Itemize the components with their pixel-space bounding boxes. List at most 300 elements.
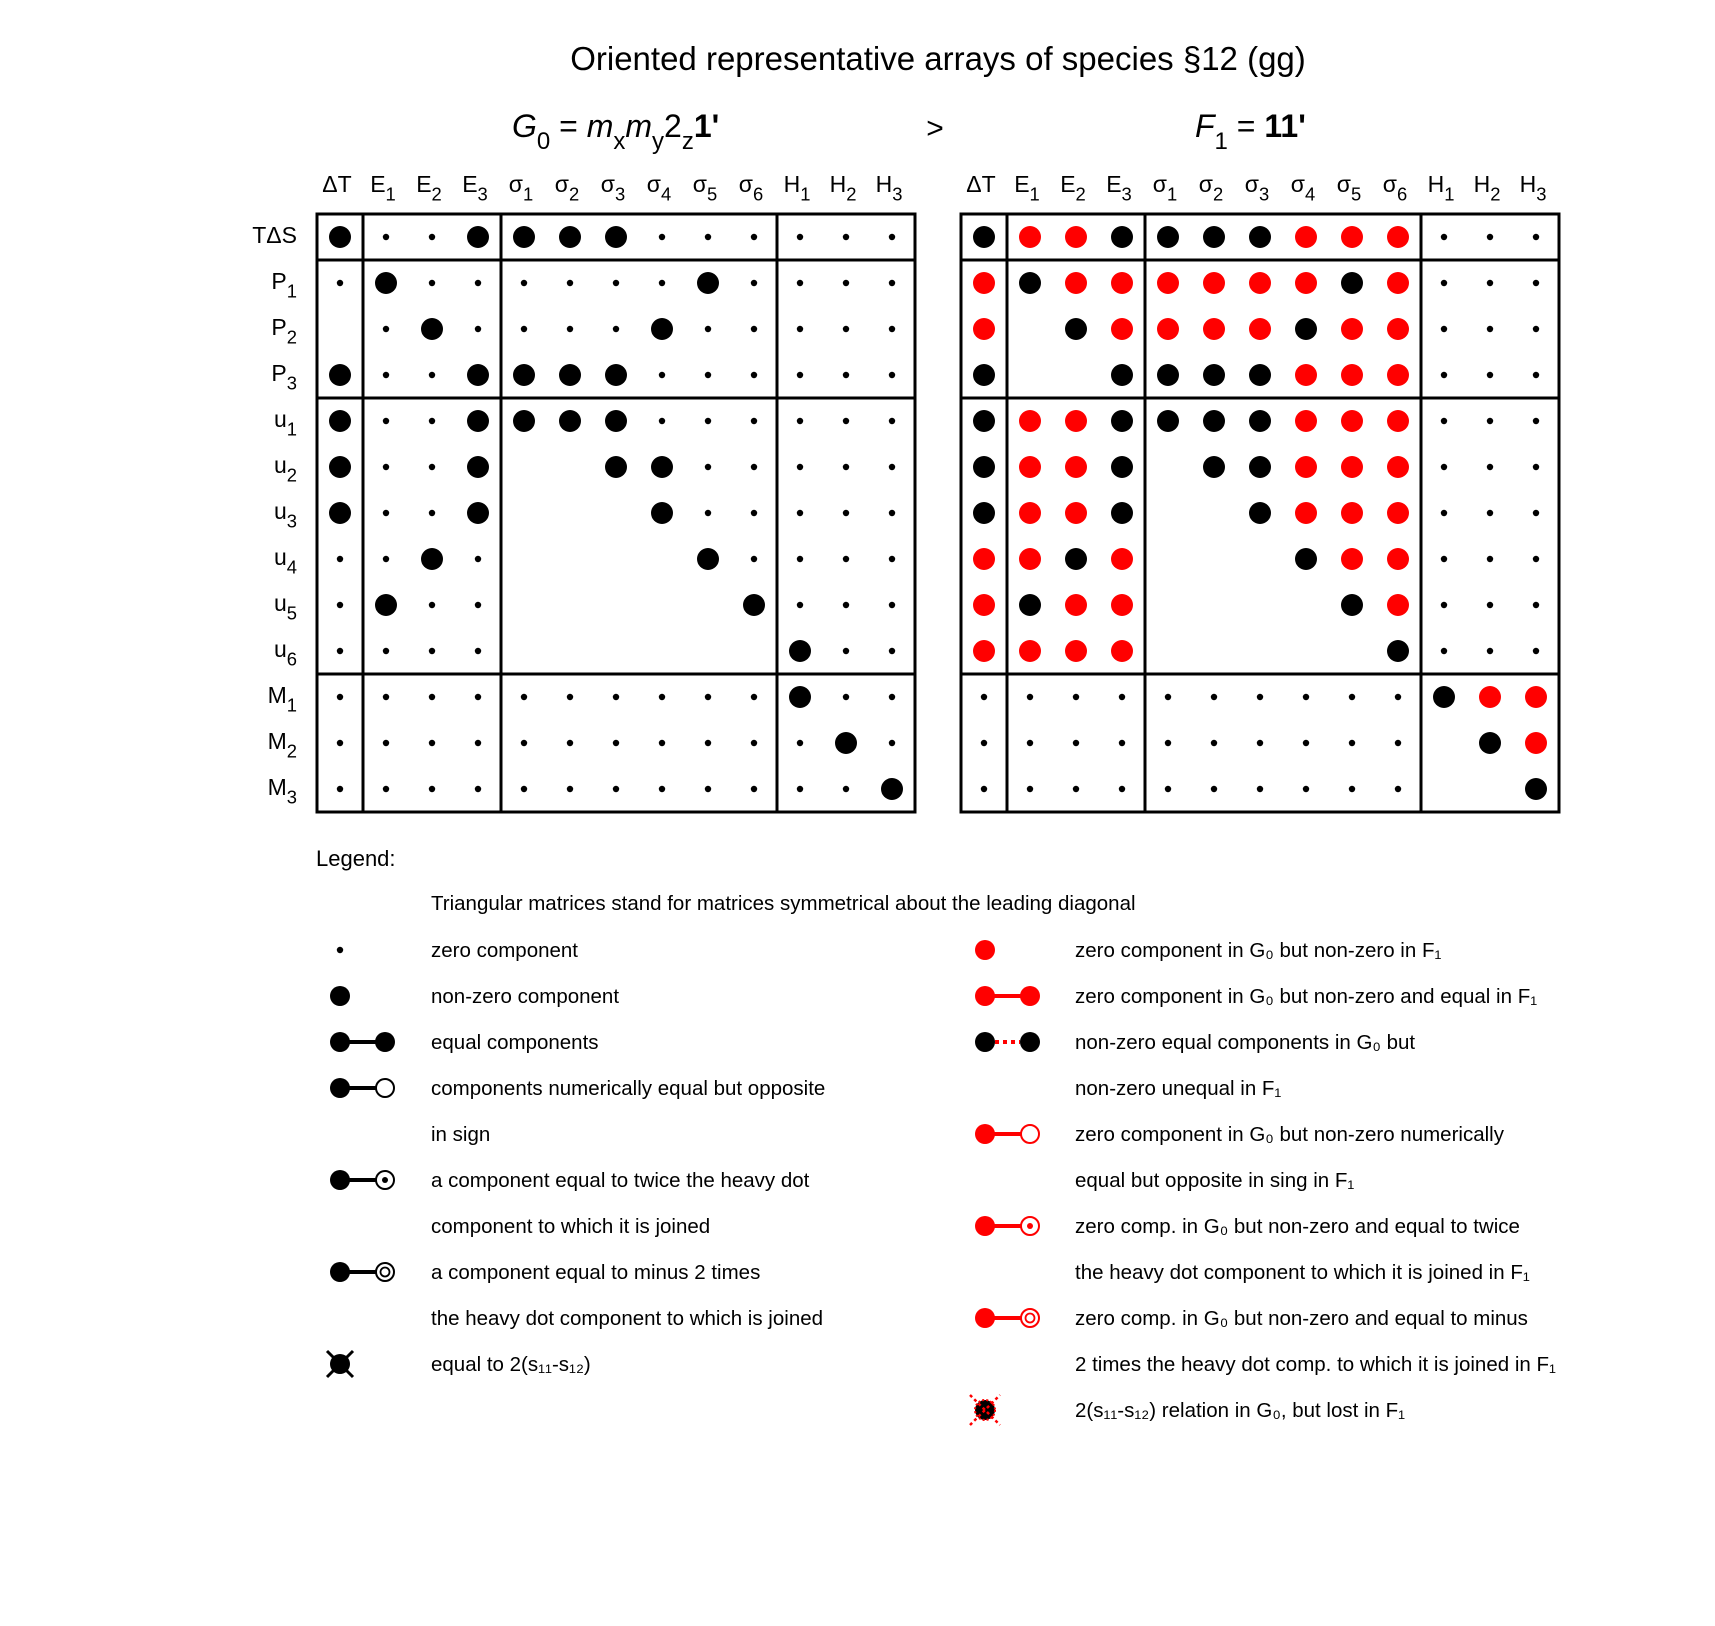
legend-left-text: components numerically equal but opposite [431,1077,826,1100]
g0-zero-dot [797,372,803,378]
g0-zero-dot [659,786,665,792]
f1-zero-dot [1349,694,1355,700]
g0-zero-dot [843,648,849,654]
f1-col-label: $E_2$ [1060,171,1086,205]
g0-zero-dot [383,694,389,700]
g0-zero-dot [797,786,803,792]
legend-right-text: non-zero unequal in F₁ [1075,1077,1282,1100]
f1-zero-dot [1303,740,1309,746]
g0-nonzero-dot [329,364,351,386]
f1-col-label: $\sigma_1$ [1152,171,1178,205]
f1-red-dot [1387,502,1409,524]
g0-zero-dot [751,510,757,516]
f1-zero-dot [1395,740,1401,746]
g0-nonzero-dot [789,640,811,662]
legend-right-text: zero comp. in G₀ but non-zero and equal to twice [1075,1215,1520,1238]
g0-zero-dot [337,786,343,792]
minus-two-times-icon [330,1262,394,1282]
f1-col-label: $\sigma_5$ [1336,171,1362,205]
f1-red-dot [973,640,995,662]
g0-nonzero-dot [559,364,581,386]
g0-zero-dot [705,786,711,792]
crossed-dot-icon [327,1351,353,1377]
g0-zero-dot [337,648,343,654]
g0-nonzero-dot [651,318,673,340]
legend-left-text: equal components [431,1031,599,1054]
f1-nonzero-dot [1203,364,1225,386]
g0-nonzero-dot [881,778,903,800]
g0-zero-dot [429,648,435,654]
f1-col-label: $E_3$ [1106,171,1132,205]
g0-nonzero-dot [421,548,443,570]
g0-zero-dot [797,280,803,286]
f1-zero-dot [1533,326,1539,332]
f1-nonzero-dot [1111,502,1133,524]
f1-nonzero-dot [1249,456,1271,478]
f1-zero-dot [1119,740,1125,746]
f1-zero-dot [1027,786,1033,792]
g0-zero-dot [751,740,757,746]
g0-nonzero-dot [789,686,811,708]
row-label: $M_1$ [267,682,297,716]
g0-zero-dot [751,418,757,424]
f1-zero-dot [1533,602,1539,608]
g0-nonzero-dot [329,410,351,432]
g0-col-label: $\sigma_3$ [600,171,626,205]
g0-zero-dot [337,740,343,746]
f1-nonzero-dot [1065,318,1087,340]
f1-zero-dot [1257,740,1263,746]
f1-zero-dot [1487,556,1493,562]
f1-red-dot [1019,456,1041,478]
f1-zero-dot [1533,234,1539,240]
g0-zero-dot [751,280,757,286]
f1-col-label: $H_3$ [1519,171,1547,205]
g0-zero-dot [889,694,895,700]
f1-zero-dot [1119,694,1125,700]
f1-col-label: $\sigma_3$ [1244,171,1270,205]
f1-zero-dot [1533,280,1539,286]
f1-red-dot [1479,686,1501,708]
g0-zero-dot [337,602,343,608]
legend-right-text: non-zero equal components in G₀ but [1075,1031,1416,1054]
red-twice-icon [975,1216,1039,1236]
row-label: $P_1$ [271,268,297,302]
g0-zero-dot [613,786,619,792]
f1-zero-dot [1027,694,1033,700]
g0-zero-dot [705,418,711,424]
g0-zero-dot [843,326,849,332]
g0-nonzero-dot [375,272,397,294]
row-label: $u_3$ [273,498,297,532]
legend-heading: Legend: [316,846,396,871]
f1-zero-dot [1395,786,1401,792]
g0-nonzero-dot [513,410,535,432]
f1-red-dot [1341,318,1363,340]
f1-nonzero-dot [1019,272,1041,294]
f1-nonzero-dot [1249,410,1271,432]
f1-red-dot [1065,502,1087,524]
f1-red-dot [1065,226,1087,248]
g0-zero-dot [843,280,849,286]
header-formula: $G_0 = m_xm_y2_z1'$ [512,108,720,155]
f1-nonzero-dot [1249,226,1271,248]
g0-zero-dot [429,464,435,470]
g0-zero-dot [889,510,895,516]
g0-zero-dot [429,280,435,286]
g0-zero-dot [567,740,573,746]
g0-zero-dot [705,464,711,470]
f1-zero-dot [1441,510,1447,516]
g0-nonzero-dot [743,594,765,616]
f1-zero-dot [981,786,987,792]
g0-zero-dot [475,326,481,332]
equal-components-icon [330,1032,395,1052]
f1-red-dot [1203,318,1225,340]
g0-col-label: $\sigma_2$ [554,171,580,205]
row-label: $u_1$ [273,406,297,440]
g0-nonzero-dot [421,318,443,340]
g0-nonzero-dot [697,272,719,294]
g0-zero-dot [751,372,757,378]
g0-zero-dot [567,280,573,286]
f1-red-dot [1341,548,1363,570]
g0-nonzero-dot [605,410,627,432]
g0-zero-dot [889,464,895,470]
f1-zero-dot [1533,464,1539,470]
f1-red-dot [973,594,995,616]
dotted-equal-icon [975,1032,1040,1052]
f1-red-dot [1111,272,1133,294]
f1-nonzero-dot [1111,456,1133,478]
g0-zero-dot [843,372,849,378]
f1-zero-dot [1349,786,1355,792]
f1-nonzero-dot [1203,226,1225,248]
g0-zero-dot [429,418,435,424]
row-label: $M_3$ [267,774,297,808]
g0-zero-dot [383,556,389,562]
f1-zero-dot [1533,556,1539,562]
g0-zero-dot [521,694,527,700]
g0-zero-dot [889,556,895,562]
legend-left-text: in sign [431,1123,491,1146]
g0-zero-dot [429,740,435,746]
f1-zero-dot [1487,510,1493,516]
g0-zero-dot [383,418,389,424]
g0-zero-dot [843,234,849,240]
f1-red-dot [1111,318,1133,340]
g0-zero-dot [475,694,481,700]
g0-zero-dot [567,694,573,700]
f1-red-dot [1019,640,1041,662]
f1-nonzero-dot [1157,226,1179,248]
f1-zero-dot [1487,372,1493,378]
g0-zero-dot [751,786,757,792]
f1-red-dot [1065,272,1087,294]
legend-right-text: 2(s₁₁-s₁₂) relation in G₀, but lost in F₁ [1075,1399,1406,1422]
g0-nonzero-dot [375,594,397,616]
red-dot-icon [975,940,995,960]
g0-zero-dot [843,786,849,792]
f1-zero-dot [1487,464,1493,470]
f1-zero-dot [1487,418,1493,424]
g0-zero-dot [843,556,849,562]
legend-right-text: 2 times the heavy dot comp. to which it is joined in F₁ [1075,1353,1556,1376]
row-label: $M_2$ [267,728,297,762]
f1-zero-dot [1441,234,1447,240]
f1-nonzero-dot [1295,548,1317,570]
g0-zero-dot [797,234,803,240]
red-equal-icon [975,986,1040,1006]
g0-zero-dot [659,418,665,424]
f1-red-dot [1249,318,1271,340]
f1-zero-dot [1165,694,1171,700]
g0-zero-dot [751,464,757,470]
g0-zero-dot [705,740,711,746]
g0-col-label: $E_3$ [462,171,488,205]
g0-nonzero-dot [697,548,719,570]
g0-zero-dot [889,648,895,654]
g0-nonzero-dot [329,502,351,524]
f1-nonzero-dot [1157,364,1179,386]
f1-zero-dot [1441,326,1447,332]
g0-zero-dot [613,740,619,746]
g0-nonzero-dot [559,226,581,248]
f1-red-dot [1387,594,1409,616]
g0-nonzero-dot [513,364,535,386]
f1-zero-dot [1487,326,1493,332]
red-crossed-dot-icon [970,1395,1000,1425]
g0-zero-dot [337,694,343,700]
row-label: TΔS [252,222,297,248]
legend-note: Triangular matrices stand for matrices symmetrical about the leading diagonal [431,892,1136,915]
g0-zero-dot [429,510,435,516]
f1-zero-dot [1073,786,1079,792]
g0-zero-dot [797,602,803,608]
f1-red-dot [1387,456,1409,478]
g0-col-label: $E_1$ [370,171,396,205]
g0-zero-dot [475,602,481,608]
f1-zero-dot [1441,464,1447,470]
g0-zero-dot [889,602,895,608]
g0-zero-dot [337,556,343,562]
f1-red-dot [1387,548,1409,570]
f1-nonzero-dot [973,410,995,432]
g0-zero-dot [475,740,481,746]
g0-nonzero-dot [605,456,627,478]
f1-zero-dot [1211,786,1217,792]
f1-red-dot [1065,594,1087,616]
g0-nonzero-dot [605,226,627,248]
g0-zero-dot [751,234,757,240]
g0-zero-dot [429,372,435,378]
g0-nonzero-dot [467,410,489,432]
g0-zero-dot [751,556,757,562]
row-labels [252,222,297,808]
f1-zero-dot [1487,602,1493,608]
f1-col-label: $\sigma_2$ [1198,171,1224,205]
f1-red-dot [1341,410,1363,432]
g0-zero-dot [521,786,527,792]
g0-zero-dot [843,694,849,700]
f1-nonzero-dot [1157,410,1179,432]
matrix-f1 [961,171,1559,812]
g0-zero-dot [889,280,895,286]
g0-zero-dot [659,372,665,378]
f1-red-dot [1065,410,1087,432]
legend-right-text: zero comp. in G₀ but non-zero and equal to minus [1075,1307,1528,1330]
g0-zero-dot [429,602,435,608]
f1-zero-dot [1487,234,1493,240]
f1-red-dot [973,272,995,294]
f1-zero-dot [1441,372,1447,378]
row-label: $P_2$ [271,314,297,348]
g0-col-label: $\sigma_1$ [508,171,534,205]
figure-title: Oriented representative arrays of species §12 (gg) [570,40,1306,77]
g0-zero-dot [521,280,527,286]
f1-red-dot [1019,502,1041,524]
row-label: $u_6$ [273,636,297,670]
f1-zero-dot [1257,786,1263,792]
legend-right-text: zero component in G₀ but non-zero numerically [1075,1123,1504,1146]
f1-red-dot [1111,548,1133,570]
g0-zero-dot [659,740,665,746]
f1-red-dot [1249,272,1271,294]
g0-zero-dot [797,326,803,332]
f1-zero-dot [1349,740,1355,746]
f1-red-dot [1525,686,1547,708]
g0-nonzero-dot [467,502,489,524]
f1-nonzero-dot [1019,594,1041,616]
f1-nonzero-dot [973,502,995,524]
f1-red-dot [1295,272,1317,294]
f1-nonzero-dot [1295,318,1317,340]
g0-frame [317,214,915,812]
g0-zero-dot [383,648,389,654]
f1-red-dot [973,548,995,570]
g0-zero-dot [705,234,711,240]
g0-zero-dot [843,602,849,608]
g0-zero-dot [383,326,389,332]
f1-zero-dot [1441,280,1447,286]
f1-red-dot [1341,456,1363,478]
row-label: $u_5$ [273,590,297,624]
f1-zero-dot [981,694,987,700]
g0-zero-dot [659,280,665,286]
f1-nonzero-dot [1203,410,1225,432]
header-formula: $F_1 = 11'$ [1195,108,1306,155]
g0-zero-dot [705,372,711,378]
g0-col-label: ΔT [322,171,352,197]
row-label: $u_2$ [273,452,297,486]
f1-zero-dot [1027,740,1033,746]
g0-zero-dot [429,786,435,792]
legend [316,846,1556,1425]
f1-zero-dot [1533,418,1539,424]
g0-zero-dot [797,556,803,562]
g0-zero-dot [705,326,711,332]
g0-zero-dot [383,786,389,792]
g0-zero-dot [475,786,481,792]
g0-nonzero-dot [651,502,673,524]
g0-zero-dot [659,694,665,700]
f1-red-dot [1387,318,1409,340]
relation-symbol: > [926,112,944,145]
f1-red-dot [1111,594,1133,616]
f1-red-dot [1387,272,1409,294]
f1-col-label: $\sigma_6$ [1382,171,1408,205]
g0-zero-dot [613,694,619,700]
f1-zero-dot [1303,694,1309,700]
g0-zero-dot [889,740,895,746]
f1-red-dot [1065,640,1087,662]
legend-left-text: non-zero component [431,985,620,1008]
f1-red-dot [1019,410,1041,432]
f1-red-dot [1065,456,1087,478]
f1-zero-dot [1303,786,1309,792]
f1-red-dot [1341,226,1363,248]
row-label: $u_4$ [273,544,297,578]
f1-zero-dot [1165,740,1171,746]
f1-nonzero-dot [1203,456,1225,478]
g0-zero-dot [751,694,757,700]
f1-red-dot [1295,410,1317,432]
f1-nonzero-dot [1387,640,1409,662]
f1-zero-dot [1257,694,1263,700]
g0-zero-dot [705,694,711,700]
f1-zero-dot [1441,648,1447,654]
g0-zero-dot [797,418,803,424]
opposite-sign-icon [330,1078,394,1098]
g0-zero-dot [705,510,711,516]
legend-right-text: zero component in G₀ but non-zero and equal in F₁ [1075,985,1538,1008]
g0-zero-dot [383,464,389,470]
f1-red-dot [1525,732,1547,754]
f1-red-dot [1295,502,1317,524]
f1-nonzero-dot [1433,686,1455,708]
g0-zero-dot [797,510,803,516]
g0-nonzero-dot [467,364,489,386]
legend-left-text: component to which it is joined [431,1215,711,1238]
g0-zero-dot [889,234,895,240]
g0-zero-dot [475,648,481,654]
g0-zero-dot [797,464,803,470]
legend-left-text: zero component [431,939,579,962]
f1-zero-dot [1441,556,1447,562]
f1-nonzero-dot [1065,548,1087,570]
g0-zero-dot [889,372,895,378]
g0-zero-dot [337,280,343,286]
f1-nonzero-dot [973,364,995,386]
right-matrix-header [1195,108,1306,155]
g0-zero-dot [475,280,481,286]
f1-zero-dot [1165,786,1171,792]
f1-nonzero-dot [1249,364,1271,386]
red-opposite-icon [975,1124,1039,1144]
g0-nonzero-dot [467,456,489,478]
g0-col-label: $\sigma_4$ [646,171,672,205]
f1-red-dot [1295,226,1317,248]
f1-zero-dot [1211,740,1217,746]
legend-left-text: a component equal to twice the heavy dot [431,1169,810,1192]
g0-col-label: $\sigma_6$ [738,171,764,205]
f1-zero-dot [1395,694,1401,700]
g0-zero-dot [613,326,619,332]
f1-zero-dot [1073,740,1079,746]
f1-nonzero-dot [1341,594,1363,616]
g0-zero-dot [383,510,389,516]
g0-zero-dot [889,326,895,332]
